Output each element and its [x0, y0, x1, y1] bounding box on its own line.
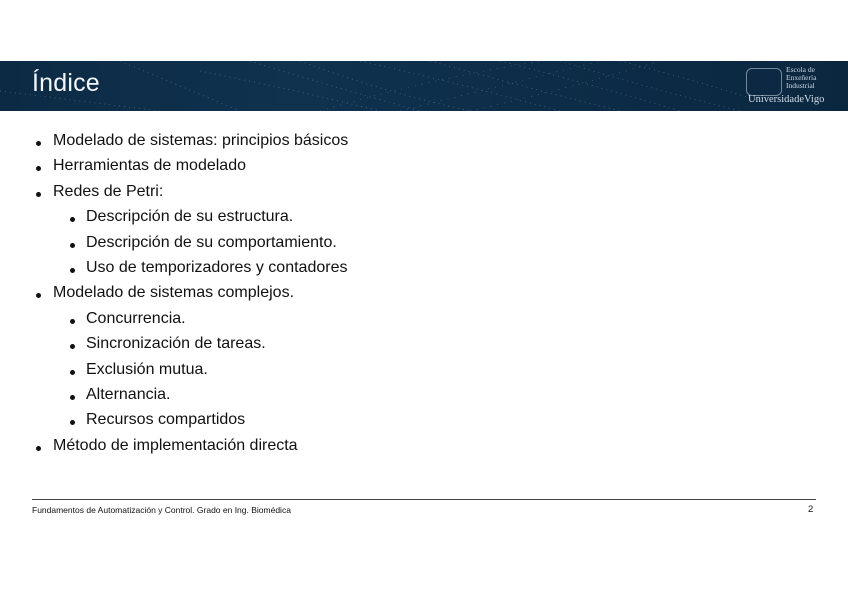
toc-subitem — [86, 310, 186, 328]
logo-school-line: Enxeñería — [786, 73, 817, 82]
bullet-icon — [70, 243, 75, 248]
bullet-icon — [36, 141, 41, 146]
toc-subitem — [86, 386, 171, 404]
toc-item — [53, 183, 163, 201]
toc-item-label: Concurrencia. — [86, 309, 186, 327]
toc-subitem — [86, 361, 208, 379]
logo-school-name — [786, 66, 842, 90]
bullet-icon — [70, 268, 75, 273]
banner-texture — [0, 61, 848, 111]
toc-subitem — [86, 411, 245, 429]
toc-item-label: Exclusión mutua. — [86, 360, 208, 378]
slide-title: Índice — [32, 69, 100, 97]
toc-item-label: Herramientas de modelado — [53, 157, 246, 175]
toc-subitem — [86, 335, 266, 353]
bullet-icon — [36, 293, 41, 298]
bullet-icon — [36, 166, 41, 171]
toc-item-label: Alternancia. — [86, 386, 171, 403]
bullet-icon — [70, 395, 75, 400]
toc-item-label: Método de implementación directa — [53, 436, 298, 454]
toc-item-label: Descripción de su estructura. — [86, 208, 294, 226]
toc-item — [53, 437, 298, 455]
toc-item — [53, 132, 348, 150]
toc-item — [53, 284, 294, 302]
toc-subitem — [86, 234, 337, 252]
toc-subitem — [86, 208, 293, 226]
toc-item-label: Uso de temporizadores y contadores — [86, 259, 348, 276]
toc-item-label: Modelado de sistemas complejos. — [53, 284, 295, 302]
page-number: 2 — [808, 504, 814, 515]
bullet-icon — [70, 370, 75, 375]
toc-subitem — [86, 259, 347, 277]
title-banner — [0, 61, 848, 111]
toc-item — [53, 157, 246, 175]
toc-item-label: Sincronización de tareas. — [86, 335, 266, 353]
toc-item-label: Descripción de su comportamiento. — [86, 233, 337, 251]
bullet-icon — [70, 420, 75, 425]
toc-item-label: Modelado de sistemas: principios básicos — [53, 132, 349, 149]
footer-course-name: Fundamentos de Automatización y Control. Grado en Ing. Biomédica — [32, 505, 291, 515]
bullet-icon — [70, 344, 75, 349]
logo-school-line: Industrial — [786, 81, 815, 90]
logo-school-line: Escola de — [786, 65, 815, 74]
university-logo — [746, 66, 842, 106]
logo-seal-icon — [746, 68, 782, 96]
bullet-icon — [36, 446, 41, 451]
logo-university-name: UniversidadeVigo — [748, 94, 825, 105]
toc-item-label: Recursos compartidos — [86, 411, 246, 429]
toc-item-label: Redes de Petri: — [53, 182, 164, 200]
bullet-icon — [70, 217, 75, 222]
bullet-icon — [70, 319, 75, 324]
footer-divider — [32, 499, 816, 500]
bullet-icon — [36, 192, 41, 197]
